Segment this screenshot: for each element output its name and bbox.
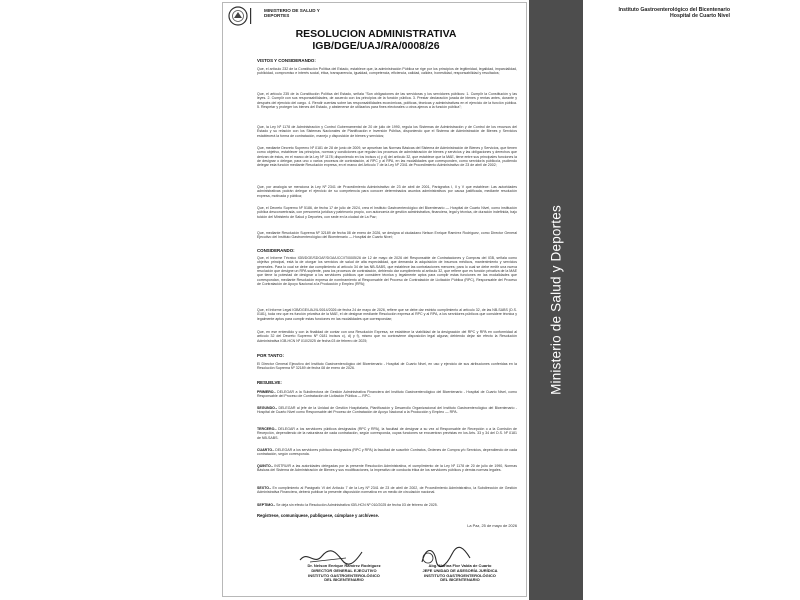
right-signature-block [412, 564, 508, 583]
article-lead: SEPTIMO.- [257, 503, 276, 507]
article-fifth [257, 464, 517, 482]
signer-org: DEL BICENTENARIO [440, 577, 480, 583]
article-text: INSTRUIR a las autoridades delegadas por la presente Resolución Administrativa, el cumplimiento de la Ley Nº 1178 de 20 de julio de 1990, Normas Básicas del Sistema de Administración de Bienes y sus modificaciones, la imperativo de conducta ética de los servidores públicos y demás normas legales. [257, 464, 517, 473]
paragraph: El Director General Ejecutivo del Instituto Gastroenterológico del Bicentenario - Hospital de Cuarto Nivel, en uso y ejercicio de sus atribuciones conferidas en la Resolución Suprema Nº 32189 de fecha 08 de enero de 2026. [257, 362, 517, 371]
signer-title: JEFE UNIDAD DE ASESORÍA JURÍDICA [422, 567, 498, 573]
paragraph: Que, mediante Decreto Supremo Nº 0181 de 28 de junio de 2009, se aprueban las Normas Básicas del Sistema de Administración de Bienes y Servicios, que tienen como objetivo, establecer los principios, normas y condiciones que regulan los procesos de administración de bienes y servicios y las obligaciones y derechos que derivan de éstos, en el marco de la Ley Nº 1178; disponiendo en los incisos c) y d) del artículo 32, que establece que la MAE, tiene entre sus principales funciones la de designar o delegar, para uno o varios procesos de contratación, al RPC y al RPA, en las modalidades que corresponden, como servidor/a público/a, pudiendo delegar esta función mediante Resolución expresa, en el marco del Artículo 7 de la Ley Nº 2341 de Procedimiento Administrativo de 23 de abril de 2002; [257, 146, 517, 168]
signer-name: Abg. Marina Flor Valda de Cuarto [428, 563, 492, 568]
section-heading-resuelve: RESUELVE: [257, 380, 282, 385]
article-lead: SEGUNDO.- [257, 406, 278, 410]
place-and-date: La Paz, 25 de mayo de 2026 [467, 523, 517, 528]
article-third [257, 427, 517, 445]
article-lead: QUINTO.- [257, 464, 273, 468]
left-signature-block [296, 564, 392, 583]
article-text: DELEGAR a la Subdirectora de Gestión Administrativa Financiera del Instituto Gastroenterológico del Bicentenario - Hospital de Cuarto Nivel, como Responsable del Proceso de Contratación de Licitación Pública — RPC. [257, 390, 517, 399]
article-text: DELEGAR al jefe de la Unidad de Gestión Hospitalaria, Planificación y Desarrollo Organizacional del Instituto Gastroenterológico del Bicentenario - Hospital de Cuarto Nivel como Responsable del Proceso de Contratación de Apoyo Nacional a la Producción y Empleo — RPA. [257, 406, 517, 415]
signer-title: DIRECTOR GENERAL EJECUTIVO [311, 567, 377, 573]
article-text: En cumplimiento al Parágrafo VI del Artículo 7 de la Ley Nº 2341 de 23 de abril de 2002, de Procedimiento Administrativo, la Subdirección de Gestión Administrativa Financiera, deberá publicar la presente disposición normativa en un medio de circulación nacional. [257, 486, 517, 495]
paragraph: Que, la Ley Nº 1178 de Administración y Control Gubernamental de 20 de julio de 1990, regula los Sistemas de Administración y de Control de los recursos del Estado y su relación con los Sistemas Nacionales de Planificación e Inversión Pública, disponiendo que el Sistema de Administración de Bienes y Servicios establecerá la forma de contratación, manejo y disposición de bienes y servicios; [257, 125, 517, 138]
article-text: DELEGAR a los servidores públicos designados (RPC y RPA), la facultad de designar a su vez al Responsable de Recepción o a la Comisión de Recepción, dependiendo de la naturaleza de cada contratación, según corresponda, cuyas funciones se encuentran previstas en los Arts. 33 y 34 del D.S. Nº 0181 de NB-SABS. [257, 427, 517, 440]
institute-header [580, 7, 730, 19]
article-sixth [257, 486, 517, 499]
side-band-label: Ministerio de Salud y Deportes [548, 205, 564, 395]
institute-name: Instituto Gastroenterológico del Bicentenario [618, 7, 730, 13]
article-lead: TERCERO.- [257, 427, 277, 431]
document-title: RESOLUCION ADMINISTRATIVA [295, 28, 457, 40]
resolution-number: IGB/DGE/UAJ/RA/0008/26 [312, 40, 440, 52]
article-second [257, 406, 517, 424]
article-text: Se deja sin efecto la Resolución Administrativa IGB-HCN Nº 010/2025 de fecha 03 de febrero de 2025. [276, 503, 438, 507]
paragraph: Que, por analogía se menciona la Ley Nº 2341 de Procedimiento Administrativo de 23 de abril de 2001, Parágrafos I, II y V que establece: Las autoridades administrativas podrán delegar el ejercicio de su competencia para conocer determinados asuntos administrativos por causa justificada, mediante resolución expresa, motivada y pública; [257, 185, 517, 198]
section-heading-considerando: CONSIDERANDO: [257, 248, 295, 253]
article-first [257, 390, 517, 403]
article-lead: PRIMERO.- [257, 390, 276, 394]
closing-formula: Regístrese, comuníquese, publíquese, cúmplase y archívese. [257, 513, 379, 518]
signer-name: Dr. Nelson Enrique Ramírez Rodríguez [307, 563, 381, 568]
ministry-seal-icon [228, 4, 260, 28]
signer-org: DEL BICENTENARIO [324, 577, 364, 583]
paragraph: Que, el artículo 235 de la Constitución Política del Estado, señala "Son obligaciones de las servidoras y los servidores públicos: 1. Cumplir la Constitución y las leyes. 2. Cumplir con sus responsabilidades, de acuerdo con los principios de la función pública. 3. Prestar declaración jurada de bienes y rentas antes, durante y después del ejercicio del cargo. 4. Rendir cuentas sobre las responsabilidades económicas, políticas, técnicas y administrativas en el ejercicio de la función pública. 5. Respetar y proteger los bienes del Estado, y abstenerse de utilizarlos para fines electorales u otros ajenos a la función pública"; [257, 92, 517, 110]
signer-org: INSTITUTO GASTROENTEROLÓGICO [308, 572, 380, 578]
paragraph: Que, el Informe Técnico IGB/DGE/SDGAF/DGA/UCC/IT/0005/26 de 12 de mayo de 2026 del Responsable de Contrataciones y Compras del IGB, señala como objetivo principal, está la de otorgar los servicios de salud de alta especialidad, que demanda la adquisición de insumos médicos, mantenimiento y servicios generales. Para lo cual se debe dar cumplimiento al artículo 34 de las NB-SABS, que establece las contrataciones menores; para lo cual se debe emitir una nueva resolución que designe un RPA suplente, para los procesos de contratación, debiendo dar cumplimiento al artículo 32, que refiere que es función privativa de la MAE que tiene la potestad de designar a los servidores públicos que considere técnica y legalmente aptos para cumplir estas funciones en las modalidades que correspondan, mediante Resolución expresa de nombramiento al Responsable del Proceso de Contratación de Licitación Pública (RPC), Responsable del Proceso de Contratación de Apoyo Nacional a la Producción y Empleo (RPA); [257, 256, 517, 287]
paragraph: Que, el artículo 232 de la Constitución Política del Estado, establece que, la administración Pública se rige por los principios de legitimidad, legalidad, imparcialidad, publicidad, compromiso e interés social, ética, transparencia, igualdad, competencia, eficiencia, calidad, calidez, honestidad, responsabilidad y resultados; [257, 67, 517, 76]
section-heading-por-tanto: POR TANTO: [257, 353, 284, 358]
article-fourth [257, 448, 517, 461]
paragraph: Que, mediante Resolución Suprema Nº 32189 de fecha 08 de enero de 2026, se designa al ciudadano Nelson Enrique Ramírez Rodríguez, como Director General Ejecutivo del Instituto Gastroenterológico del Bicentenario — Hospital de Cuarto Nivel; [257, 231, 517, 240]
article-seventh [257, 503, 517, 512]
paragraph: Que, en ese entendido y con la finalidad de contar con una Resolución Expresa, se establece la viabilidad de la designación del RPC y RPA en conformidad al artículo 32 del Decreto Supremo Nº 0181 incisos c), d) y f), mismo que no contraviene disposición legal alguna; debiendo dejar sin efecto la Resolución Administrativa IGB-HCN Nº 010/2025 de fecha 03 de febrero de 2025; [257, 330, 517, 343]
hospital-level: Hospital de Cuarto Nivel [670, 13, 730, 19]
article-text: DELEGAR a los servidores públicos designados (RPC y RPA) la facultad de suscribir Contratos, Órdenes de Compra y/o Servicios, dependiendo de cada contratación, según corresponda. [257, 448, 517, 457]
ministry-name: MINISTERIO DE SALUD Y DEPORTES [264, 8, 320, 19]
article-lead: SEXTO.- [257, 486, 272, 490]
paragraph: Que, el Informe Legal IGB/DGE/UAJ/IL/0014/2026 de fecha 24 de mayo de 2026, refiere que se debe dar estricto cumplimiento al artículo 32, de las NB-SABS (D.S. 0181), toda vez que es función privativa de la MAE, el de designar mediante Resolución expresa al RPC y al RPA, a los servidores públicos que considere técnica y legalmente aptos para cumplir estas funciones en las modalidades que correspondan; [257, 308, 517, 321]
signer-org: INSTITUTO GASTROENTEROLÓGICO [424, 572, 496, 578]
article-lead: CUARTO.- [257, 448, 275, 452]
section-heading-vistos: VISTOS Y CONSIDERANDO: [257, 58, 316, 63]
paragraph: Que, el Decreto Supremo Nº 5186, de fecha 17 de julio de 2024, crea el Instituto Gastroenterológico del Bicentenario — Hospital de Cuarto Nivel, como institución pública desconcentrada, con personería jurídica y patrimonio propio, con autonomía de gestión administrativa, financiera, legal y técnica, de duración indefinida, bajo tuición del Ministerio de Salud y Deportes, con sede en la ciudad de La Paz; [257, 206, 517, 219]
